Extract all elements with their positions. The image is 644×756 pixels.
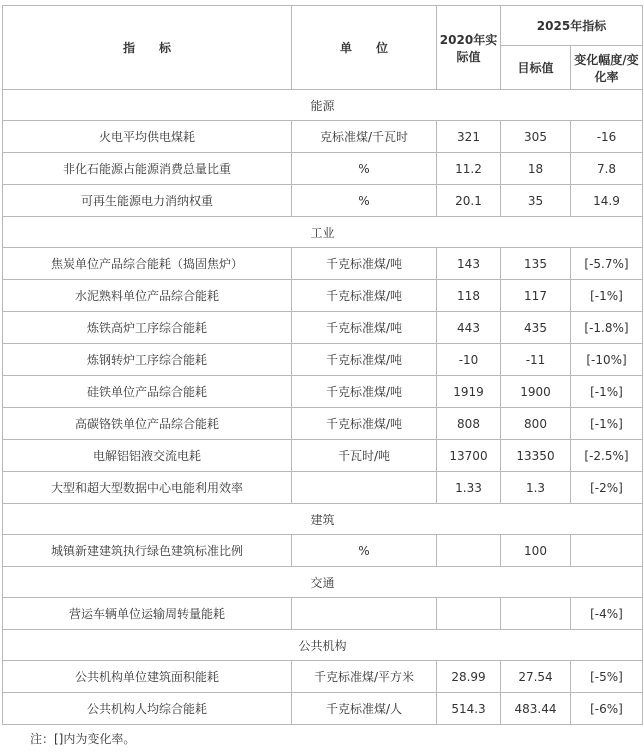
cell-target: 483.44: [501, 693, 571, 725]
footnote: 注：[]内为变化率。: [30, 732, 136, 746]
cell-unit: 千克标准煤/吨: [292, 248, 437, 280]
cell-target: 305: [501, 121, 571, 153]
table-row: [3, 693, 643, 725]
cell-target: 27.54: [501, 661, 571, 693]
table-body: [3, 90, 643, 725]
section-title: 能源: [3, 90, 643, 121]
table-row: [3, 598, 643, 630]
table-row: [3, 153, 643, 185]
cell-unit: %: [292, 153, 437, 185]
header-actual-2020: 2020年实际值: [437, 6, 501, 90]
table-row: [3, 440, 643, 472]
cell-target: 1900: [501, 376, 571, 408]
cell-unit: 克标准煤/千瓦时: [292, 121, 437, 153]
cell-target: 100: [501, 535, 571, 567]
cell-unit: 千克标准煤/吨: [292, 312, 437, 344]
section-title: 公共机构: [3, 630, 643, 661]
table-row: [3, 535, 643, 567]
cell-actual: 118: [437, 280, 501, 312]
cell-indicator: 火电平均供电煤耗: [3, 121, 292, 153]
section-row: [3, 504, 643, 535]
cell-change: [-1.8%]: [571, 312, 643, 344]
cell-actual: 143: [437, 248, 501, 280]
cell-change: [-5%]: [571, 661, 643, 693]
cell-indicator: 公共机构人均综合能耗: [3, 693, 292, 725]
header-target: 目标值: [501, 46, 571, 90]
cell-change: [-5.7%]: [571, 248, 643, 280]
section-row: [3, 217, 643, 248]
cell-actual: 11.2: [437, 153, 501, 185]
table-row: [3, 121, 643, 153]
cell-actual: 1.33: [437, 472, 501, 504]
table-row: [3, 661, 643, 693]
cell-target: 135: [501, 248, 571, 280]
cell-indicator: 焦炭单位产品综合能耗（捣固焦炉）: [3, 248, 292, 280]
cell-indicator: 可再生能源电力消纳权重: [3, 185, 292, 217]
cell-actual: 1919: [437, 376, 501, 408]
table-row: [3, 248, 643, 280]
header-change: 变化幅度/变化率: [571, 46, 643, 90]
table-row: [3, 344, 643, 376]
cell-change: [-2%]: [571, 472, 643, 504]
cell-change: [-4%]: [571, 598, 643, 630]
cell-target: 1.3: [501, 472, 571, 504]
header-indicator-2025: 2025年指标: [501, 6, 643, 46]
section-title: 交通: [3, 567, 643, 598]
cell-actual: 443: [437, 312, 501, 344]
cell-target: 435: [501, 312, 571, 344]
table-row: [3, 376, 643, 408]
section-row: [3, 630, 643, 661]
table-row: [3, 280, 643, 312]
cell-change: [-2.5%]: [571, 440, 643, 472]
cell-unit: 千克标准煤/平方米: [292, 661, 437, 693]
cell-indicator: 营运车辆单位运输周转量能耗: [3, 598, 292, 630]
cell-actual: 321: [437, 121, 501, 153]
cell-indicator: 电解铝铝液交流电耗: [3, 440, 292, 472]
cell-target: -11: [501, 344, 571, 376]
cell-indicator: 炼铁高炉工序综合能耗: [3, 312, 292, 344]
table-row: [3, 185, 643, 217]
cell-actual: 514.3: [437, 693, 501, 725]
cell-change: 14.9: [571, 185, 643, 217]
cell-unit: [292, 472, 437, 504]
cell-unit: %: [292, 535, 437, 567]
cell-change: [-10%]: [571, 344, 643, 376]
cell-target: 18: [501, 153, 571, 185]
cell-actual: [437, 598, 501, 630]
section-row: [3, 567, 643, 598]
cell-target: 117: [501, 280, 571, 312]
cell-change: [-1%]: [571, 280, 643, 312]
cell-unit: 千克标准煤/吨: [292, 376, 437, 408]
section-title: 工业: [3, 217, 643, 248]
cell-unit: %: [292, 185, 437, 217]
indicator-table: [2, 5, 643, 725]
cell-indicator: 高碳铬铁单位产品综合能耗: [3, 408, 292, 440]
cell-indicator: 非化石能源占能源消费总量比重: [3, 153, 292, 185]
cell-indicator: 水泥熟料单位产品综合能耗: [3, 280, 292, 312]
cell-indicator: 大型和超大型数据中心电能利用效率: [3, 472, 292, 504]
cell-target: 800: [501, 408, 571, 440]
cell-unit: 千克标准煤/人: [292, 693, 437, 725]
table-row: [3, 312, 643, 344]
cell-actual: 28.99: [437, 661, 501, 693]
cell-unit: [292, 598, 437, 630]
cell-unit: 千克标准煤/吨: [292, 280, 437, 312]
cell-unit: 千瓦时/吨: [292, 440, 437, 472]
header-unit: 单 位: [292, 6, 437, 90]
cell-target: [501, 598, 571, 630]
cell-change: [571, 535, 643, 567]
cell-target: 13350: [501, 440, 571, 472]
cell-actual: -10: [437, 344, 501, 376]
cell-indicator: 公共机构单位建筑面积能耗: [3, 661, 292, 693]
cell-change: 7.8: [571, 153, 643, 185]
cell-change: [-6%]: [571, 693, 643, 725]
table-row: [3, 408, 643, 440]
cell-change: -16: [571, 121, 643, 153]
cell-indicator: 城镇新建建筑执行绿色建筑标准比例: [3, 535, 292, 567]
cell-unit: 千克标准煤/吨: [292, 344, 437, 376]
cell-actual: [437, 535, 501, 567]
cell-actual: 808: [437, 408, 501, 440]
table-row: [3, 472, 643, 504]
cell-actual: 20.1: [437, 185, 501, 217]
cell-change: [-1%]: [571, 376, 643, 408]
cell-unit: 千克标准煤/吨: [292, 408, 437, 440]
cell-change: [-1%]: [571, 408, 643, 440]
cell-indicator: 硅铁单位产品综合能耗: [3, 376, 292, 408]
cell-target: 35: [501, 185, 571, 217]
section-title: 建筑: [3, 504, 643, 535]
cell-actual: 13700: [437, 440, 501, 472]
section-row: [3, 90, 643, 121]
cell-indicator: 炼钢转炉工序综合能耗: [3, 344, 292, 376]
header-indicator: 指 标: [3, 6, 292, 90]
